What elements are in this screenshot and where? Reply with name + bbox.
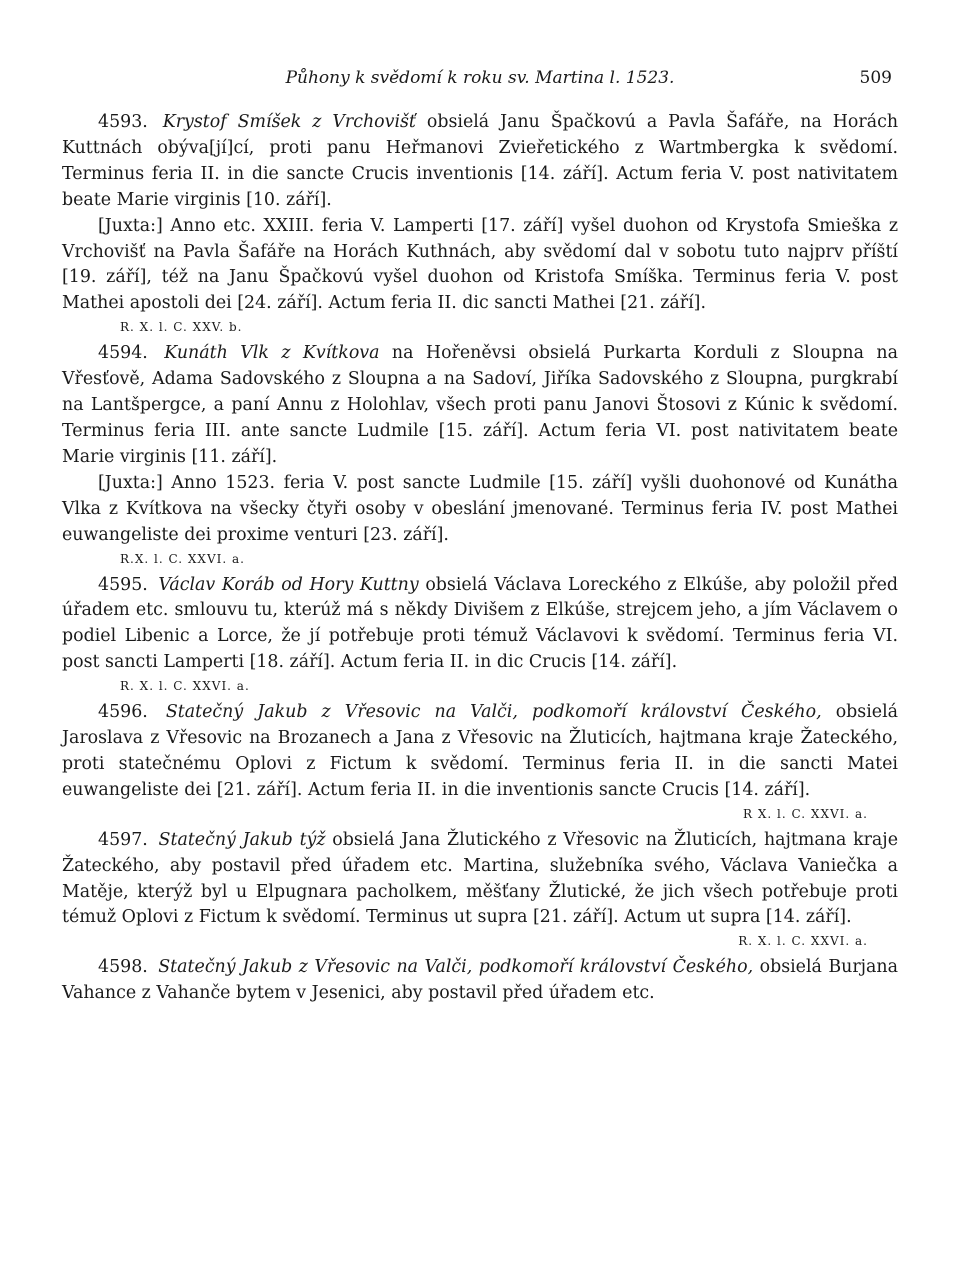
running-title: Půhony k svědomí k roku sv. Martina l. 1523. <box>285 68 675 88</box>
entry-4596 <box>62 700 898 822</box>
entry-number: 4597. <box>98 829 148 850</box>
entry-4595 <box>62 573 898 695</box>
entry-number: 4594. <box>98 343 148 364</box>
archive-signature: R. X. l. C. XXVI. a. <box>738 934 868 949</box>
entry-paragraph <box>62 573 898 677</box>
entry-party: Statečný Jakub týž <box>158 829 326 850</box>
entry-paragraph <box>62 828 898 932</box>
entry-4593 <box>62 110 898 335</box>
entry-party: Statečný Jakub z Vřesovic na Valči, podkomoří království Českého, <box>158 957 754 978</box>
entry-text: [Juxta:] Anno 1523. feria V. post sancte Ludmile [15. září] vyšli duohonové od Kunátha Vlka z Kvítkova na všecky čtyři osoby v obeslání jmenované. Terminus feria IV. post Mathei euwangeliste dei proxime venturi [23. září]. <box>62 472 898 545</box>
entry-text: obsielá Jana Žlutického z Vřesovic na Žluticích, hajtmana kraje Žateckého, aby postavil před úřadem etc. Martina, služebníka svého, Václava Vaniečka a Matěje, kterýž byl u Elpugnara pacholkem, měšťany Žlutické, že jich všech potřebuje proti témuž Oplovi z Fictum k svědomí. Terminus ut supra [21. září]. Actum ut supra [14. září]. <box>62 829 898 928</box>
entry-paragraph <box>62 110 898 214</box>
entry-text: obsielá Václava Loreckého z Elkúše, aby položil před úřadem etc. smlouvu tu, kterúž má s někdy Divišem z Elkúše, strejcem jeho, a jím Václavem o podiel Libenic a Lorce, že jí potřebuje proti témuž Václavovi k svědomí. Terminus feria VI. post sancti Lamperti [18. září]. Actum feria II. in dic Crucis [14. září]. <box>62 574 899 673</box>
entry-text: [Juxta:] Anno etc. XXIII. feria V. Lamperti [17. září] vyšel duohon od Krystofa Smieška z Vrchovišť na Pavla Šafáře na Horách Kuthnách, aby svědomí dal v sobotu tuto najprv příští [19. září], též na Janu Špačkovú vyšel duohon od Kristofa Smíška. Terminus feria V. post Mathei apostoli dei [24. září]. Actum feria II. dic sancti Mathei [21. září]. <box>62 215 898 314</box>
page-header <box>62 62 898 96</box>
entry-4597 <box>62 828 898 950</box>
archive-signature: R.X. l. C. XXVI. a. <box>120 551 245 566</box>
entry-paragraph-juxta <box>62 471 898 549</box>
entry-paragraph <box>62 955 898 1007</box>
entry-text: obsielá Burjana Vahance z Vahanče bytem v Jesenici, aby postavil před úřadem etc. <box>62 957 898 1004</box>
entry-party: Václav Koráb od Hory Kuttny <box>158 574 419 595</box>
page-number: 509 <box>859 68 892 88</box>
entry-text: obsielá Janu Špačkovú a Pavla Šafáře, na Horách Kuttnách obýva[jí]cí, proti panu Heřmanovi Zvieřetického z Wartmbergka k svědomí. Terminus feria II. in die sancte Crucis inventionis [14. září]. Actum feria V. post nativitatem beate Marie virginis [10. září]. <box>62 112 899 210</box>
entry-paragraph-juxta <box>62 214 898 318</box>
document-page <box>62 62 898 1007</box>
entry-4598 <box>62 955 898 1007</box>
entry-party: Statečný Jakub z Vřesovic na Valči, podkomoří království Českého, <box>165 702 822 723</box>
entry-number: 4595. <box>98 574 148 595</box>
entry-paragraph <box>62 700 898 804</box>
entry-text: obsielá Jaroslava z Vřesovic na Brozanech a Jana z Vřesovic na Žluticích, hajtmana kraje Žateckého, proti statečnému Oplovi z Fictum k svědomí. Terminus feria II. in die sancti Matei euwangeliste dei [21. září]. Actum feria II. in die inventionis sancte Crucis [14. září]. <box>62 702 898 800</box>
archive-signature: R X. l. C. XXVI. a. <box>743 806 868 821</box>
entry-text: na Hořeněvsi obsielá Purkarta Korduli z Sloupna na Vřesťově, Adama Sadovského z Sloupna a na Sadoví, Jiříka Sadovského z Sloupna, purgkrabí na Lantšpergce, a paní Annu z Holohlav, všech proti panu Janovi Štosovi z Kúnic k svědomí. Terminus feria III. ante sancte Ludmile [15. září]. Actum feria VI. post nativitatem beate Marie virginis [11. září]. <box>62 343 898 467</box>
entry-number: 4596. <box>98 702 148 723</box>
entry-number: 4598. <box>98 957 148 978</box>
archive-signature: R. X. l. C. XXV. b. <box>120 320 243 335</box>
entry-paragraph <box>62 341 898 471</box>
entry-number: 4593. <box>98 112 148 132</box>
entry-party: Kunáth Vlk z Kvítkova <box>164 343 380 364</box>
entry-4594 <box>62 341 898 566</box>
entry-party: Krystof Smíšek z Vrchovišť <box>162 112 416 132</box>
archive-signature: R. X. l. C. XXVI. a. <box>120 679 250 694</box>
